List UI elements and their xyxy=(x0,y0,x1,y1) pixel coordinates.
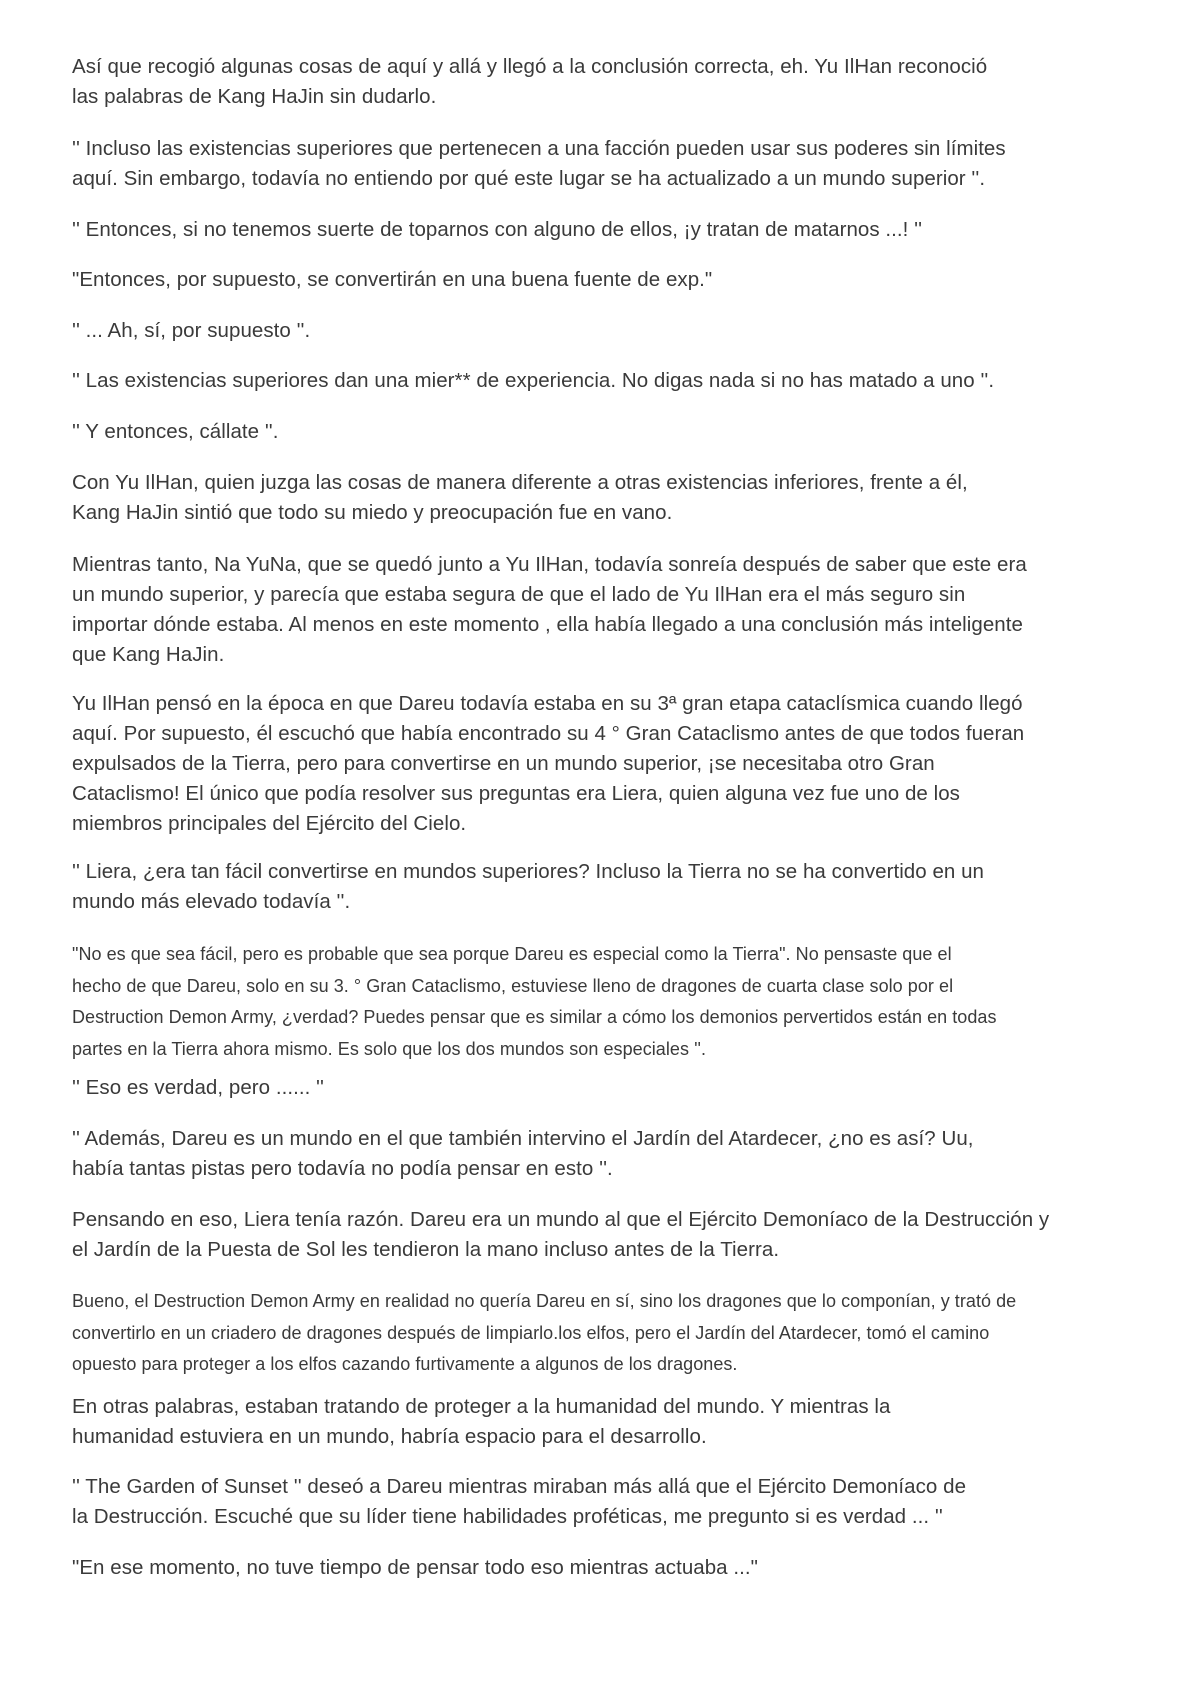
paragraph-13: '' Eso es verdad, pero ...... '' xyxy=(72,1076,324,1099)
paragraph-5: '' ... Ah, sí, por supuesto ''. xyxy=(72,319,311,342)
paragraph-2: '' Incluso las existencias superiores que pertenecen a una facción pueden usar sus poderes sin límites aquí. Sin embargo, todavía no entiendo por qué este lugar se ha actualizado a un mundo superior ''. xyxy=(72,137,1006,190)
paragraph-6: '' Las existencias superiores dan una mier** de experiencia. No digas nada si no has matado a uno ''. xyxy=(72,369,995,392)
paragraph-3: '' Entonces, si no tenemos suerte de toparnos con alguno de ellos, ¡y tratan de matarnos ...! '' xyxy=(72,218,923,241)
paragraph-18: '' The Garden of Sunset '' deseó a Dareu mientras miraban más allá que el Ejército Demoníaco de la Destrucción. Escuché que su líder tiene habilidades proféticas, me pregunto si es verdad ... '' xyxy=(72,1475,967,1528)
paragraph-7: '' Y entonces, cállate ''. xyxy=(72,420,279,443)
paragraph-8: Con Yu IlHan, quien juzga las cosas de manera diferente a otras existencias inferiores, frente a él, Kang HaJin sintió que todo su miedo y preocupación fue en vano. xyxy=(72,471,968,524)
paragraph-4: "Entonces, por supuesto, se convertirán en una buena fuente de exp." xyxy=(72,268,713,291)
paragraph-11: '' Liera, ¿era tan fácil convertirse en mundos superiores? Incluso la Tierra no se ha convertido en un mundo más elevado todavía ''. xyxy=(72,860,984,913)
paragraph-10: Yu IlHan pensó en la época en que Dareu todavía estaba en su 3ª gran etapa cataclísmica cuando llegó aquí. Por supuesto, él escuchó que había encontrado su 4 ° Gran Cataclismo antes de que todos fueran expulsados de la Tierra, pero para convertirse en un mundo superior, ¡se necesitaba otro Gran Cataclismo! El único que podía resolver sus preguntas era Liera, quien alguna vez fue uno de los miembros principales del Ejército del Cielo. xyxy=(72,692,1025,835)
paragraph-17: En otras palabras, estaban tratando de proteger a la humanidad del mundo. Y mientras la humanidad estuviera en un mundo, habría espacio para el desarrollo. xyxy=(72,1395,891,1448)
paragraph-1: Así que recogió algunas cosas de aquí y allá y llegó a la conclusión correcta, eh. Yu IlHan reconoció las palabras de Kang HaJin sin dudarlo. xyxy=(72,55,988,108)
paragraph-15: Pensando en eso, Liera tenía razón. Dareu era un mundo al que el Ejército Demoníaco de la Destrucción y el Jardín de la Puesta de Sol les tendieron la mano incluso antes de la Tierra. xyxy=(72,1208,1050,1261)
paragraph-14: '' Además, Dareu es un mundo en el que también intervino el Jardín del Atardecer, ¿no es así? Uu, había tantas pistas pero todavía no podía pensar en esto ''. xyxy=(72,1127,974,1180)
paragraph-19: "En ese momento, no tuve tiempo de pensar todo eso mientras actuaba ..." xyxy=(72,1556,758,1579)
paragraph-9: Mientras tanto, Na YuNa, que se quedó junto a Yu IlHan, todavía sonreía después de saber que este era un mundo superior, y parecía que estaba segura de que el lado de Yu IlHan era el más seguro sin importar dónde estaba. Al menos en este momento , ella había llegado a una conclusión más inteligente que Kang HaJin. xyxy=(72,553,1027,666)
paragraph-16: Bueno, el Destruction Demon Army en realidad no quería Dareu en sí, sino los dragones que lo componían, y trató de convertirlo en un criadero de dragones después de limpiarlo.los elfos, pero el Jardín del Atardecer, tomó el camino opuesto para proteger a los elfos cazando furtivamente a algunos de los dragones. xyxy=(72,1291,1017,1374)
paragraph-12: "No es que sea fácil, pero es probable que sea porque Dareu es especial como la Tierra". No pensaste que el hecho de que Dareu, solo en su 3. ° Gran Cataclismo, estuviese lleno de dragones de cuarta clase solo por el Destruction Demon Army, ¿verdad? Puedes pensar que es similar a cómo los demonios pervertidos están en todas partes en la Tierra ahora mismo. Es solo que los dos mundos son especiales ''. xyxy=(72,944,997,1059)
